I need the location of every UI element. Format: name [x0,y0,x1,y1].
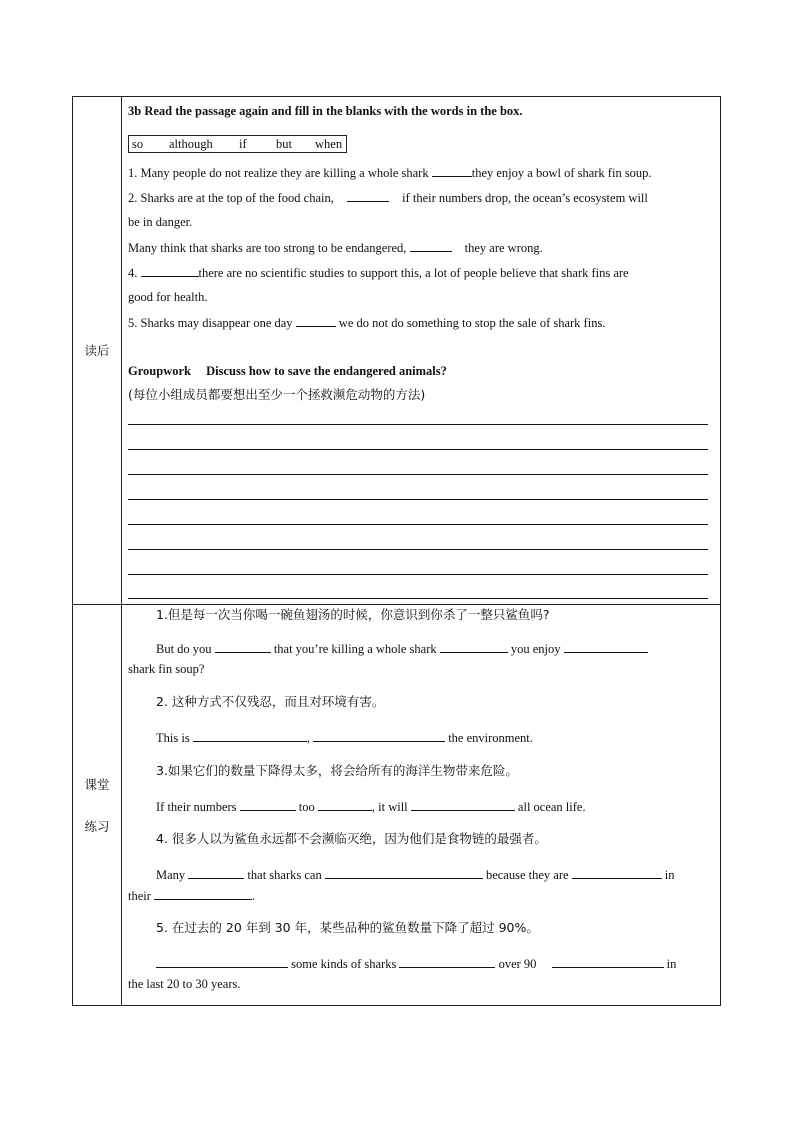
answer-blank[interactable] [215,640,271,653]
practice-1-english-cont: shark fin soup? [128,662,205,676]
word-box-item: but [276,137,292,151]
practice-section [128,605,708,1005]
question-3: Many think that sharks are too strong to be endangered, they are wrong. [128,241,543,255]
practice-4-chinese: 4. 很多人以为鲨鱼永远都不会濒临灭绝，因为他们是食物链的最强者。 [156,831,547,846]
column-divider [121,97,122,1005]
practice-4-english-cont: their . [128,889,256,903]
answer-blank[interactable] [572,866,662,879]
writing-line[interactable] [128,574,708,575]
writing-line[interactable] [128,549,708,550]
answer-blank[interactable] [410,239,452,252]
writing-line[interactable] [128,499,708,500]
answer-blank[interactable] [347,189,389,202]
practice-3-english: If their numbers too , it will all ocean life. [156,800,586,814]
answer-blank[interactable] [156,955,288,968]
practice-2-chinese: 2. 这种方式不仅残忍，而且对环境有害。 [156,694,385,709]
practice-5-english-cont: the last 20 to 30 years. [128,977,241,991]
answer-blank[interactable] [564,640,648,653]
question-4-cont: good for health. [128,290,208,304]
word-box-item: if [239,137,247,151]
practice-5-chinese: 5. 在过去的 20 年到 30 年，某些品种的鲨鱼数量下降了超过 90%。 [156,920,539,935]
answer-blank[interactable] [193,729,307,742]
word-box [128,135,347,153]
writing-line[interactable] [128,598,708,599]
word-box-item: so [132,137,144,151]
answer-blank[interactable] [296,314,336,327]
question-2: 2. Sharks are at the top of the food chain, if their numbers drop, the ocean’s ecosystem will [128,191,648,205]
section-label-practice-1: 课堂 [84,777,110,792]
practice-4-english: Many that sharks can because they are in [156,868,675,882]
writing-line[interactable] [128,424,708,425]
exercise-heading: 3b Read the passage again and fill in the blanks with the words in the box. [128,104,523,118]
answer-blank[interactable] [240,798,296,811]
worksheet-table [72,96,721,1006]
answer-blank[interactable] [440,640,508,653]
writing-line[interactable] [128,524,708,525]
answer-blank[interactable] [411,798,515,811]
question-1: 1. Many people do not realize they are killing a whole shark they enjoy a bowl of shark fin soup. [128,166,652,180]
read-section [128,103,708,603]
groupwork-note: (每位小组成员都要想出至少一个拯救濒危动物的方法) [128,387,426,402]
groupwork-heading: Groupwork Discuss how to save the endangered animals? [128,364,447,378]
answer-blank[interactable] [188,866,244,879]
answer-blank[interactable] [318,798,372,811]
answer-blank[interactable] [141,264,199,277]
practice-3-chinese: 3.如果它们的数量下降得太多，将会给所有的海洋生物带来危险。 [156,763,518,778]
question-2-cont: be in danger. [128,215,193,229]
practice-2-english: This is , the environment. [156,731,533,745]
answer-blank[interactable] [313,729,445,742]
practice-1-chinese: 1.但是每一次当你喝一碗鱼翅汤的时候，你意识到你杀了一整只鲨鱼吗? [156,607,550,622]
word-box-item: when [315,137,343,151]
writing-line[interactable] [128,449,708,450]
question-5: 5. Sharks may disappear one day we do not do something to stop the sale of shark fins. [128,316,606,330]
practice-1-english: But do you that you’re killing a whole shark you enjoy [156,640,708,657]
writing-line[interactable] [128,474,708,475]
answer-blank[interactable] [552,955,664,968]
practice-5-english: some kinds of sharks over 90 in [156,955,708,972]
section-label-practice-2: 练习 [84,819,110,834]
question-4: 4. there are no scientific studies to support this, a lot of people believe that shark fins are [128,266,629,280]
answer-blank[interactable] [432,164,472,177]
answer-blank[interactable] [399,955,495,968]
answer-blank[interactable] [325,866,483,879]
answer-blank[interactable] [154,887,252,900]
word-box-item: although [169,137,213,151]
section-label-read: 读后 [84,343,110,358]
